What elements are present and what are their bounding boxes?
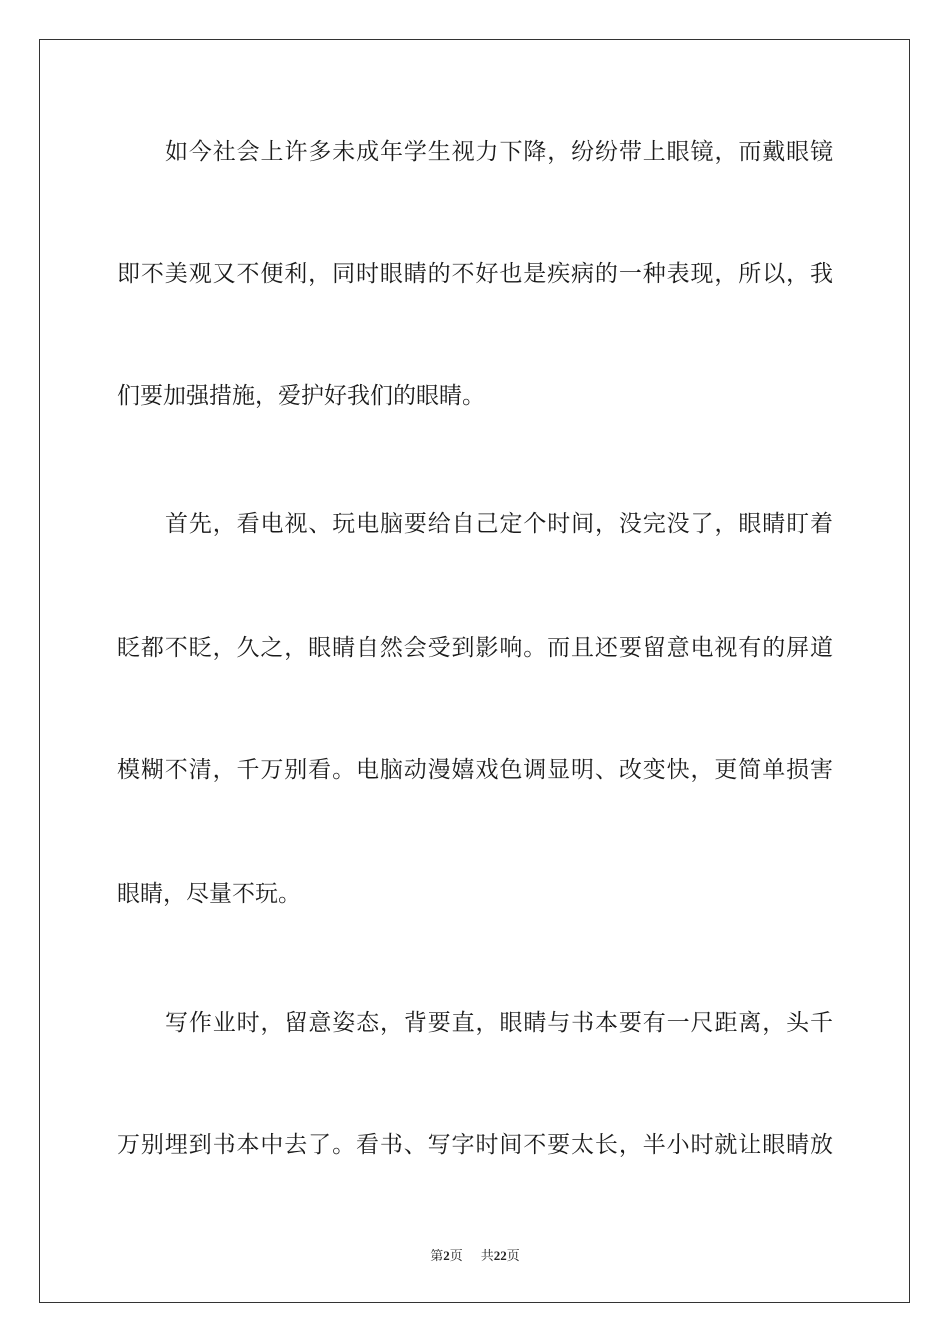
paragraph-2-line-3: 模糊不清，千万别看。电脑动漫嬉戏色调显明、改变快，更简单损害 — [117, 757, 833, 783]
paragraph-1-line-2: 即不美观又不便利，同时眼睛的不好也是疾病的一种表现，所以，我 — [117, 261, 833, 287]
page-border — [39, 39, 910, 1303]
page-number: 2 — [443, 1248, 450, 1263]
total-pages: 22 — [493, 1248, 507, 1263]
paragraph-1-line-3: 们要加强措施，爱护好我们的眼睛。 — [117, 383, 485, 409]
paragraph-1-line-1: 如今社会上许多未成年学生视力下降，纷纷带上眼镜，而戴眼镜 — [165, 139, 833, 165]
page-prefix: 第 — [430, 1248, 444, 1263]
paragraph-2-line-1: 首先，看电视、玩电脑要给自己定个时间，没完没了，眼睛盯着 — [165, 511, 833, 537]
total-suffix: 页 — [506, 1248, 520, 1263]
page-suffix: 页 — [449, 1248, 463, 1263]
paragraph-2-line-4: 眼睛，尽量不玩。 — [117, 881, 301, 907]
paragraph-3-line-1: 写作业时，留意姿态，背要直，眼睛与书本要有一尺距离，头千 — [165, 1010, 833, 1036]
page-footer — [0, 1247, 950, 1265]
total-prefix: 共 — [480, 1248, 494, 1263]
paragraph-3-line-2: 万别埋到书本中去了。看书、写字时间不要太长，半小时就让眼睛放 — [117, 1132, 833, 1158]
paragraph-2-line-2: 眨都不眨，久之，眼睛自然会受到影响。而且还要留意电视有的屏道 — [117, 635, 833, 661]
